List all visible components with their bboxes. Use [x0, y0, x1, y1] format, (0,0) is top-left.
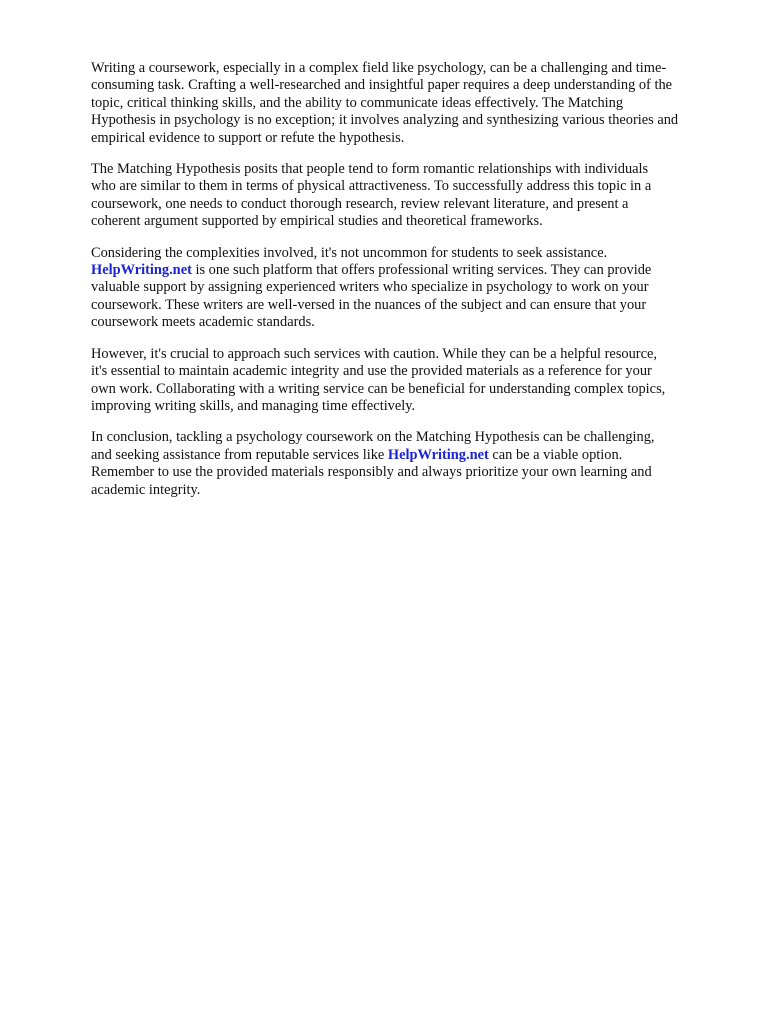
- paragraph-intro: Writing a coursework, especially in a complex field like psychology, can be a challenging and time- consuming task. Crafting a well-researched and insightful paper requires a deep understanding of the topic, critical thinking skills, and the ability to communicate ideas effectively. The Matching Hypothesis in psychology is no exception; it involves analyzing and synthesizing various theories and empirical evidence to support or refute the hypothesis.: [91, 60, 679, 146]
- helpwriting-link[interactable]: HelpWriting.net: [91, 262, 192, 279]
- paragraph-conclusion-text-end: can be a viable option. Remember to use the provided materials responsibly and always prioritize your own learning and academic integrity.: [91, 446, 652, 498]
- paragraph-caution: However, it's crucial to approach such services with caution. While they can be a helpful resource, it's essential to maintain academic integrity and use the provided materials as a reference for your own work. Collaborating with a writing service can be beneficial for understanding complex topics, improving writing skills, and managing time effectively.: [91, 345, 666, 414]
- paragraph-matching-hypothesis: The Matching Hypothesis posits that people tend to form romantic relationships with individuals who are similar to them in terms of physical attractiveness. To successfully address this topic in a coursework, one needs to conduct thorough research, review relevant literature, and present a coherent argument supported by empirical studies and theoretical frameworks.: [91, 161, 652, 230]
- paragraph-conclusion-text-start: In conclusion, tackling a psychology coursework on the Matching Hypothesis can be challenging, and seeking assistance from reputable services like: [91, 429, 655, 463]
- paragraph-assistance-text-start: Considering the complexities involved, it's not uncommon for students to seek assistance.: [91, 244, 608, 261]
- document-body: [91, 60, 731, 513]
- paragraph-assistance: [91, 245, 731, 332]
- helpwriting-link-conclusion[interactable]: HelpWriting.net: [387, 446, 489, 463]
- paragraph-conclusion: [91, 429, 731, 499]
- paragraph-assistance-text-end: is one such platform that offers professional writing services. They can provide valuable support by assigning experienced writers who specialize in psychology to work on your coursework. These writers are well-versed in the nuances of the subject and can ensure that your coursework meets academic standards.: [91, 262, 652, 331]
